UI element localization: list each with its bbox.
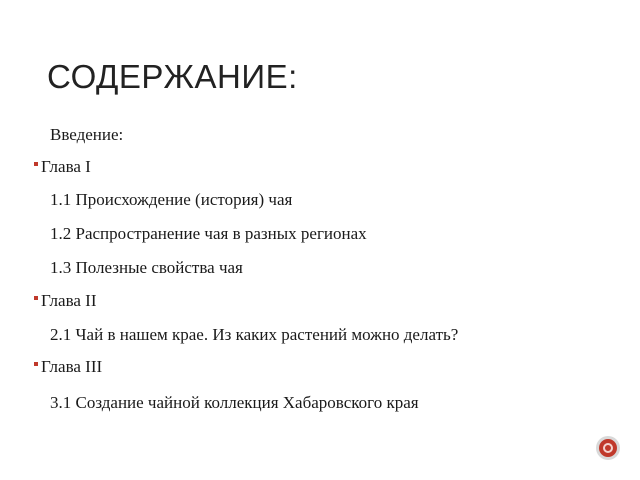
toc-line-3-1 xyxy=(50,393,419,413)
toc-line-text: Глава III xyxy=(41,357,103,376)
square-bullet-icon xyxy=(34,362,38,366)
circle-nav-icon-inner xyxy=(603,443,613,453)
toc-line-intro xyxy=(50,125,123,145)
square-bullet-icon xyxy=(34,296,38,300)
toc-line-text: Глава I xyxy=(41,157,91,176)
toc-line-text: Введение: xyxy=(50,125,124,144)
toc-line-1-2 xyxy=(50,224,367,244)
slide-nav-button[interactable] xyxy=(596,436,620,460)
toc-line-1-1 xyxy=(50,190,292,210)
toc-line-text: 1.1 Происхождение (история) чая xyxy=(50,190,293,209)
circle-nav-icon xyxy=(599,439,617,457)
toc-line-text: 1.3 Полезные свойства чая xyxy=(50,258,243,277)
toc-line-text: 3.1 Создание чайной коллекция Хабаровского края xyxy=(50,393,419,412)
toc-line-text: 1.2 Распространение чая в разных регионах xyxy=(50,224,367,243)
toc-line-chapter-1 xyxy=(34,157,91,177)
toc-line-chapter-3 xyxy=(34,357,102,377)
toc-line-text: 2.1 Чай в нашем крае. Из каких растений можно делать? xyxy=(50,325,459,344)
slide-title: СОДЕРЖАНИЕ: xyxy=(47,58,298,95)
square-bullet-icon xyxy=(34,162,38,166)
toc-line-1-3 xyxy=(50,258,243,278)
toc-line-2-1 xyxy=(50,325,458,345)
toc-line-chapter-2 xyxy=(34,291,97,311)
toc-line-text: Глава II xyxy=(41,291,97,310)
